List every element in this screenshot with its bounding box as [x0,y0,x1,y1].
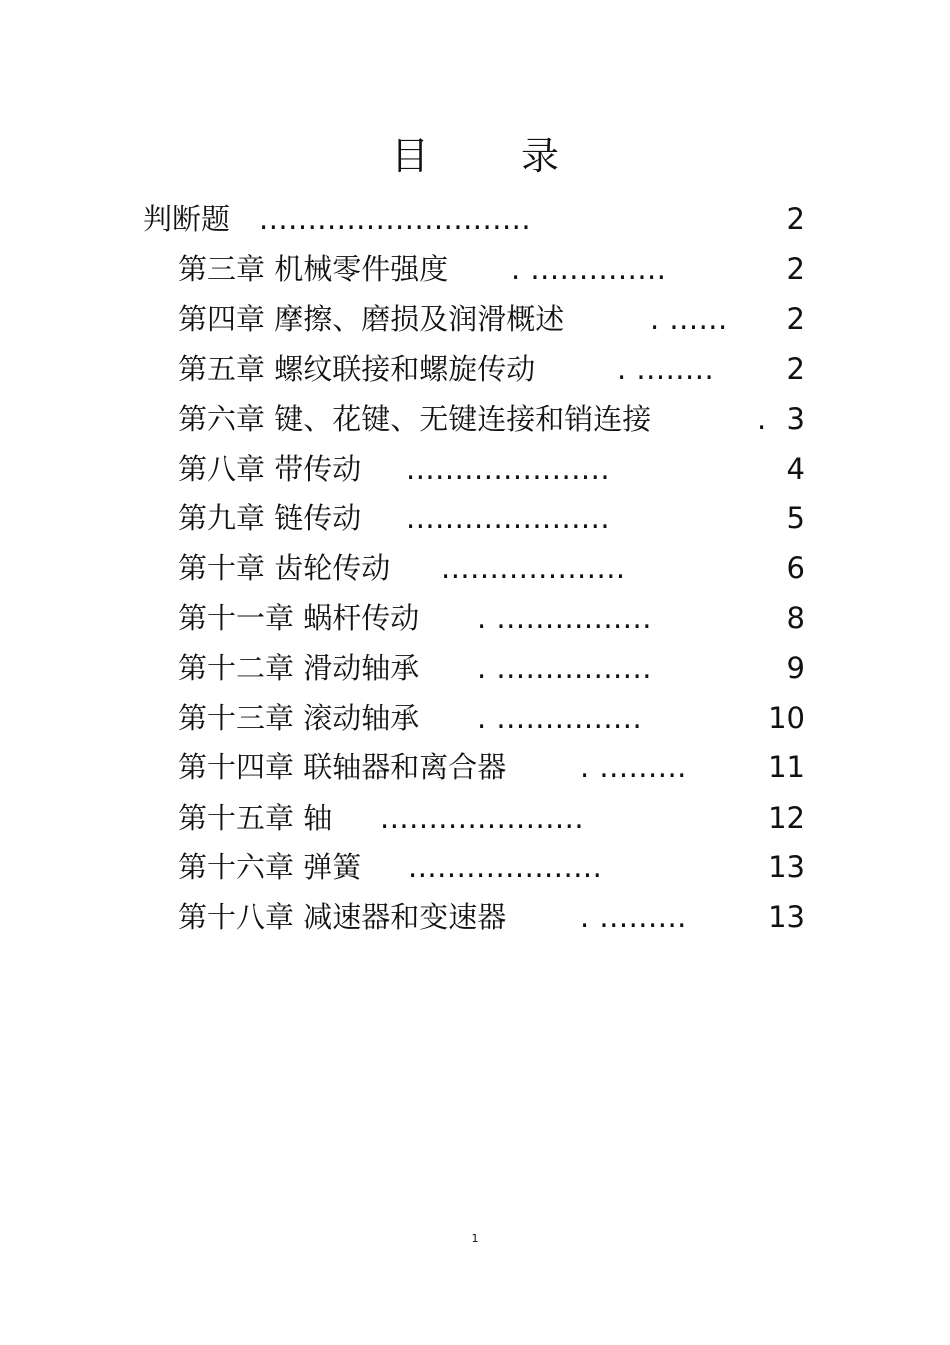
toc-entry [178,548,805,588]
toc-entry [178,598,805,638]
toc-entry-page: 2 [786,252,805,286]
toc-entry-leader: . ...... [650,302,728,336]
toc-entry-leader: .................... [408,850,603,884]
toc-entry-label: 第十五章 轴 [178,801,333,835]
toc-entry-page: 10 [768,701,805,735]
toc-entry-label: 第五章 螺纹联接和螺旋传动 [178,352,536,386]
toc-entry-label: 第三章 机械零件强度 [178,252,449,286]
toc-entry [178,698,805,738]
toc-entry-leader: . ................ [477,601,652,635]
toc-entry-label: 第十八章 减速器和变速器 [178,900,507,934]
toc-entry-leader: . ........ [617,352,715,386]
toc-entry-leader: ............................ [259,202,532,236]
toc-entry-label: 第九章 链传动 [178,501,362,535]
toc-entry-leader: ..................... [380,801,585,835]
toc-entry-leader: . ................ [477,651,652,685]
toc-entry-leader: . ......... [580,750,687,784]
toc-entry-label: 第十六章 弹簧 [178,850,362,884]
toc-entry [178,798,805,838]
toc-entry-leader: ..................... [406,501,611,535]
toc-entry-label: 第六章 键、花键、无键连接和销连接 [178,402,652,436]
toc-entry-label: 第四章 摩擦、磨损及润滑概述 [178,302,565,336]
toc-entry-label: 第十二章 滑动轴承 [178,651,420,685]
toc-entry-label: 第十一章 蜗杆传动 [178,601,420,635]
toc-entry-leader: . .............. [511,252,667,286]
toc-entry-leader: ................... [441,551,626,585]
toc-entry [178,847,805,887]
toc-entry [178,747,805,787]
toc-entry-page: 3 [786,402,805,436]
toc-entry-page: 2 [786,202,805,236]
toc-title: 目 录 [390,134,600,178]
toc-entry-page: 2 [786,302,805,336]
toc-entry [178,299,805,339]
toc-entry-page: 13 [768,850,805,884]
toc-entry [178,648,805,688]
toc-entry-page: 2 [786,352,805,386]
toc-entry-label: 第八章 带传动 [178,452,362,486]
toc-entry-page: 6 [786,551,805,585]
toc-entry [178,249,805,289]
toc-entry-page: 11 [768,750,805,784]
toc-entry-label: 第十四章 联轴器和离合器 [178,750,507,784]
toc-entry-page: 12 [768,801,805,835]
toc-entry-label: 判断题 [143,202,231,236]
toc-entry-label: 第十三章 滚动轴承 [178,701,420,735]
toc-entry-leader: . [757,402,767,436]
toc-entry-label: 第十章 齿轮传动 [178,551,391,585]
toc-entry-page: 9 [786,651,805,685]
page-number: 1 [471,1232,479,1245]
toc-entry [178,449,805,489]
toc-entry [143,199,805,239]
toc-entry [178,399,805,439]
toc-entry [178,498,805,538]
toc-entry-page: 13 [768,900,805,934]
toc-entry-leader: . ............... [477,701,643,735]
toc-entry-page: 4 [786,452,805,486]
toc-entry-leader: ..................... [406,452,611,486]
toc-entry-page: 8 [786,601,805,635]
toc-entry-page: 5 [786,501,805,535]
toc-entry [178,897,805,937]
toc-entry [178,349,805,389]
toc-entry-leader: . ......... [580,900,687,934]
